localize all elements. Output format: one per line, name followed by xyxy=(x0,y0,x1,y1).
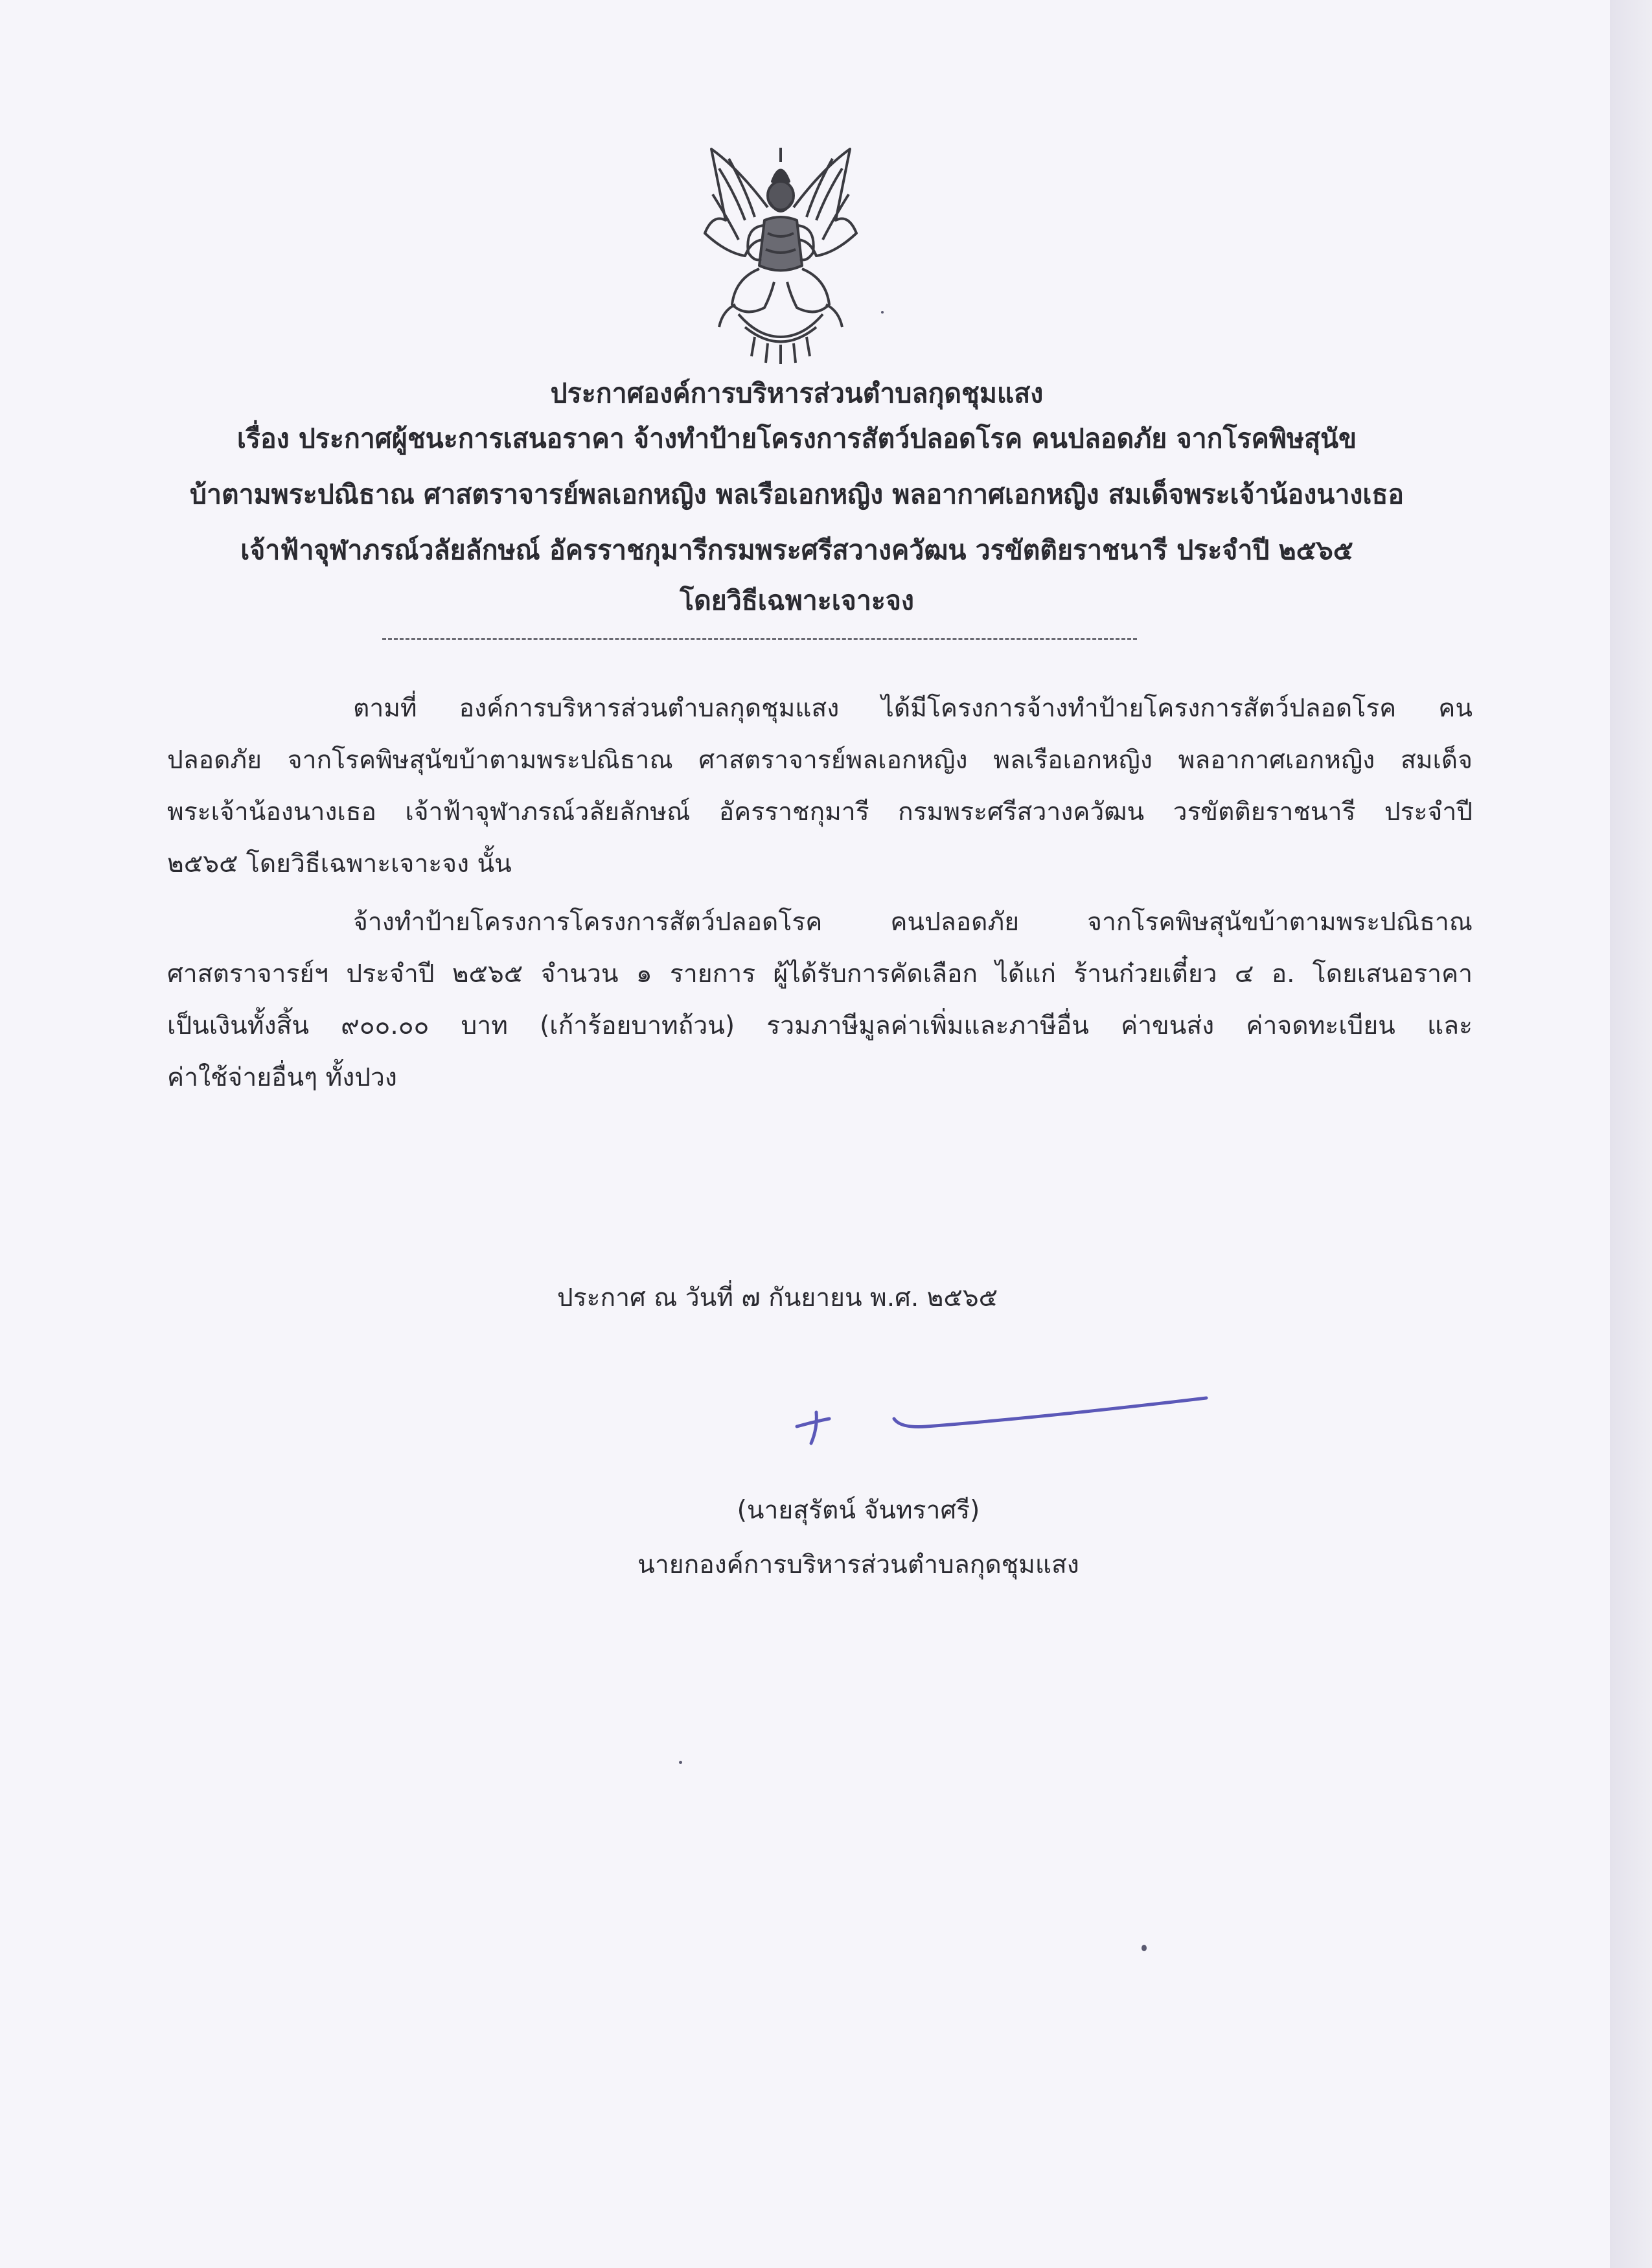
paragraph-1-line: ตามที่ องค์การบริหารส่วนตำบลกุดชุมแสง ได้มีโครงการจ้างทำป้ายโครงการสัตว์ปลอดโรค คน xyxy=(353,694,1473,723)
scanner-edge xyxy=(1610,0,1652,2268)
subject-line-2: บ้าตามพระปณิธาณ ศาสตราจารย์พลเอกหญิง พลเรือเอกหญิง พลอากาศเอกหญิง สมเด็จพระเจ้าน้องนางเธอ xyxy=(189,479,1405,510)
scan-speck xyxy=(881,311,884,314)
paragraph-2-line: ค่าใช้จ่ายอื่นๆ ทั้งปวง xyxy=(167,1063,397,1092)
paragraph-1-line: ๒๕๖๕ โดยวิธีเฉพาะเจาะจง นั้น xyxy=(167,849,512,878)
dashed-divider xyxy=(382,638,1137,640)
subject-line-3: เจ้าฟ้าจุฬาภรณ์วลัยลักษณ์ อัครราชกุมารีกรมพระศรีสวางควัฒน วรขัตติยราชนารี ประจำปี ๒๕๖๕ xyxy=(240,534,1353,566)
announcement-date: ประกาศ ณ วันที่ ๗ กันยายน พ.ศ. ๒๕๖๕ xyxy=(556,1283,998,1312)
paragraph-2-line: เป็นเงินทั้งสิ้น ๙๐๐.๐๐ บาท (เก้าร้อยบาทถ้วน) รวมภาษีมูลค่าเพิ่มและภาษีอื่น ค่าขนส่ง ค่าจดทะเบียน และ xyxy=(167,1011,1473,1040)
signer-name: (นายสุรัตน์ จันทราศรี) xyxy=(737,1496,980,1525)
paragraph-1-line: พระเจ้าน้องนางเธอ เจ้าฟ้าจุฬาภรณ์วลัยลักษณ์ อัครราชกุมารี กรมพระศรีสวางควัฒน วรขัตติยราชนารี ประจำปี xyxy=(167,797,1473,827)
paragraph-2-line: ศาสตราจารย์ฯ ประจำปี ๒๕๖๕ จำนวน ๑ รายการ ผู้ได้รับการคัดเลือก ได้แก่ ร้านก๋วยเตี๋ยว ๔ อ. โดยเสนอราคา xyxy=(167,959,1473,989)
garuda-emblem-icon xyxy=(700,143,862,366)
paragraph-1-line: ปลอดภัย จากโรคพิษสุนัขบ้าตามพระปณิธาณ ศาสตราจารย์พลเอกหญิง พลเรือเอกหญิง พลอากาศเอกหญิง สมเด็จ xyxy=(167,746,1473,775)
paragraph-2-line: จ้างทำป้ายโครงการโครงการสัตว์ปลอดโรค คนปลอดภัย จากโรคพิษสุนัขบ้าตามพระปณิธาณ xyxy=(353,908,1473,937)
subject-line-1: เรื่อง ประกาศผู้ชนะการเสนอราคา จ้างทำป้ายโครงการสัตว์ปลอดโรค คนปลอดภัย จากโรคพิษสุนัข xyxy=(236,423,1357,454)
subject-line-4: โดยวิธีเฉพาะเจาะจง xyxy=(680,585,914,616)
announcement-title: ประกาศองค์การบริหารส่วนตำบลกุดชุมแสง xyxy=(550,378,1044,409)
scan-speck xyxy=(1141,1945,1147,1951)
signer-title: นายกองค์การบริหารส่วนตำบลกุดชุมแสง xyxy=(637,1550,1079,1579)
scan-speck xyxy=(679,1761,682,1764)
handwritten-signature xyxy=(771,1393,1224,1464)
